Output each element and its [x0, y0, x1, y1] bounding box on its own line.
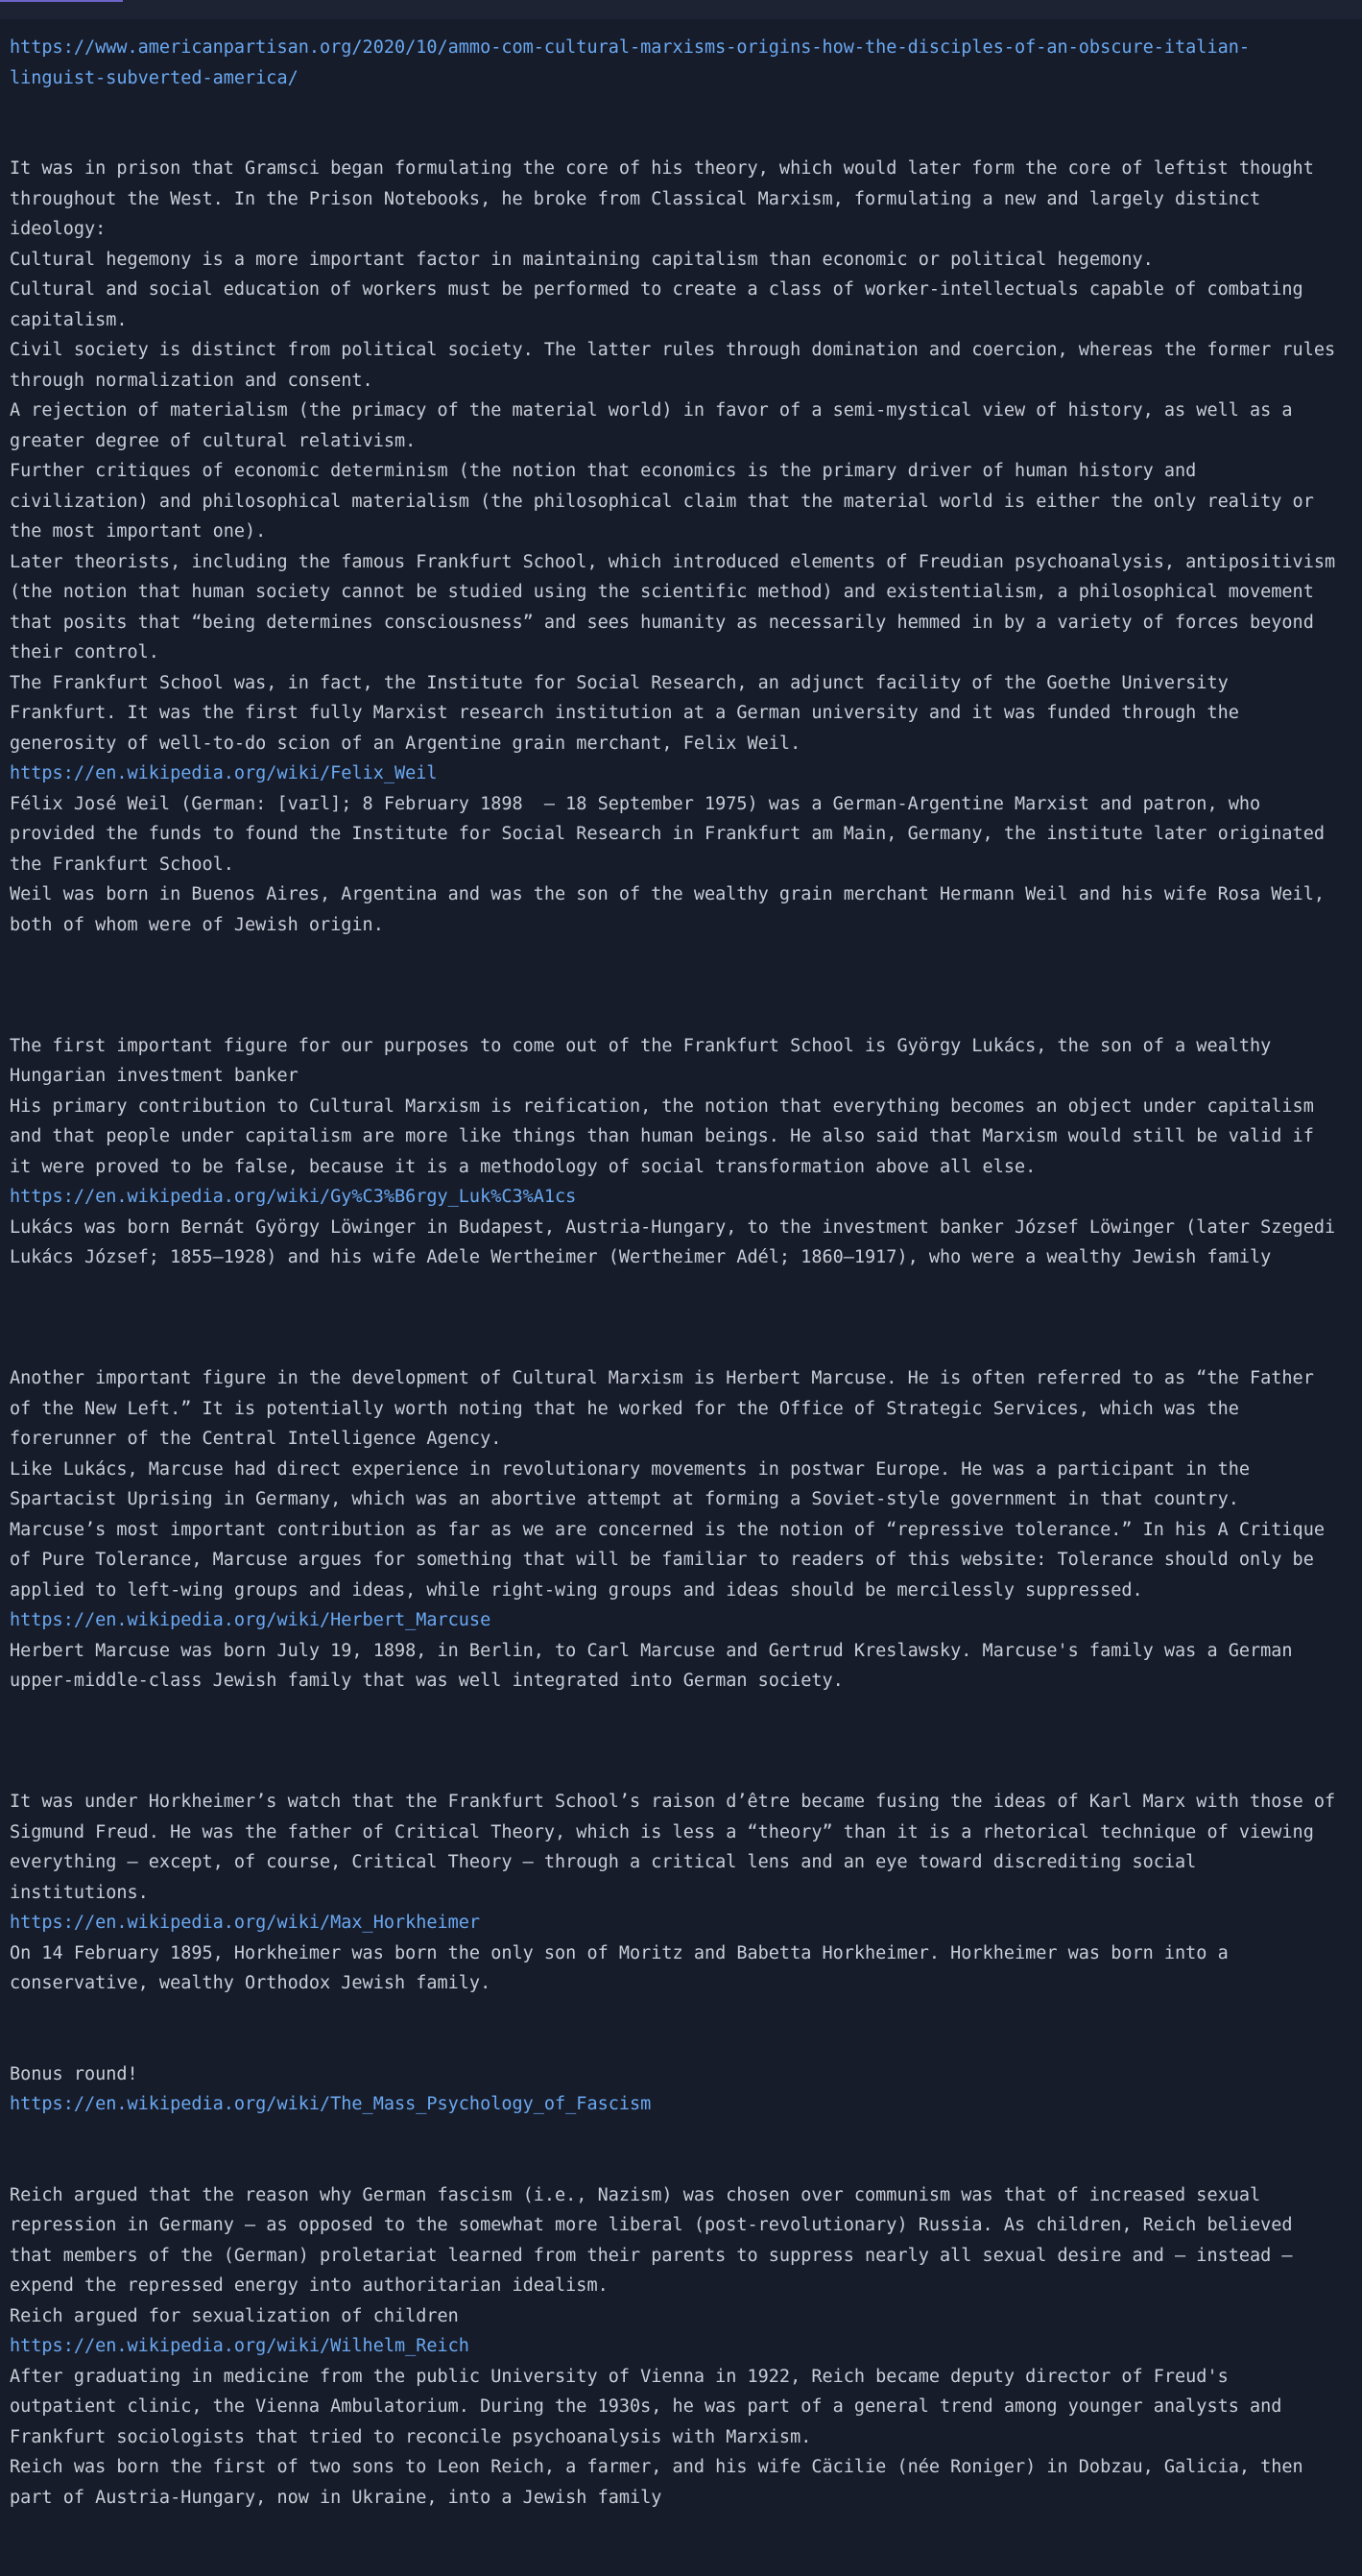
blank-line	[10, 1726, 1344, 1757]
paragraph: Bonus round!	[10, 2063, 138, 2084]
hyperlink[interactable]: https://www.americanpartisan.org/2020/10/ammo-com-cultural-marxisms-origins-how-the-disciples-of-an-obscure-italian-linguist-subverted-america/	[10, 37, 1251, 88]
paragraph: Reich was born the first of two sons to Leon Reich, a farmer, and his wife Cäcilie (née Roniger) in Dobzau, Galicia, then part of Austria-Hungary, now in Ukraine, into a Jewish family	[10, 2457, 1314, 2508]
blank-line	[10, 1757, 1344, 1788]
blank-line	[10, 93, 1344, 124]
blank-line	[10, 1999, 1344, 2030]
paragraph: The Frankfurt School was, in fact, the Institute for Social Research, an adjunct facility of the Goethe University Frankfurt. It was the first fully Marxist research institution at a German university and it was funded through the generosity of well-to-do scion of an Argentine grain merchant, Felix Weil.	[10, 672, 1251, 754]
paragraph: Lukács was born Bernát György Löwinger in Budapest, Austria-Hungary, to the investment banker József Löwinger (later Szegedi Lukács József; 1855–1928) and his wife Adele Wertheimer (Wertheimer Adél; 1860–1917), who were a wealthy Jewish family	[10, 1216, 1347, 1267]
paragraph: It was under Horkheimer’s watch that the Frankfurt School’s raison d’être became fusing the ideas of Karl Marx with those of Sigmund Freud. He was the father of Critical Theory, which is less a “theory” than it is a rhetorical technique of viewing everything – except, of course, Critical Theory – through a critical lens and an eye toward discrediting social institutions.	[10, 1792, 1347, 1903]
paragraph: Like Lukács, Marcuse had direct experience in revolutionary movements in postwar Europe. He was a participant in the Spartacist Uprising in Germany, which was an abortive attempt at forming a Soviet-style government in that country.	[10, 1458, 1261, 1509]
blank-line	[10, 2150, 1344, 2180]
link-line	[10, 1908, 1344, 1938]
blank-line	[10, 2120, 1344, 2151]
paragraph: Another important figure in the development of Cultural Marxism is Herbert Marcuse. He is often referred to as “the Father of the New Left.” It is potentially worth noting that he worked for the Office of Strategic Services, which was the forerunner of the Central Intelligence Agency.	[10, 1368, 1325, 1449]
paragraph: Cultural hegemony is a more important factor in maintaining capitalism than economic or political hegemony.	[10, 249, 1154, 270]
paragraph: Reich argued that the reason why German fascism (i.e., Nazism) was chosen over communism was that of increased sexual repression in Germany – as opposed to the somewhat more liberal (post-revolutionary) Russia. As children, Reich believed that members of the (German) proletariat learned from their parents to suppress nearly all sexual desire and – instead – expend the repressed energy into authoritarian idealism.	[10, 2184, 1303, 2296]
link-line	[10, 1182, 1344, 1213]
paragraph: A rejection of materialism (the primacy of the material world) in favor of a semi-mystical view of history, as well as a greater degree of cultural relativism.	[10, 400, 1303, 451]
hyperlink[interactable]: https://en.wikipedia.org/wiki/Max_Horkheimer	[10, 1913, 481, 1933]
paragraph: Further critiques of economic determinism (the notion that economics is the primary driver of human history and civilization) and philosophical materialism (the philosophical claim that the material world is either the only reality or the most important one).	[10, 461, 1325, 542]
hyperlink[interactable]: https://en.wikipedia.org/wiki/Wilhelm_Reich	[10, 2336, 469, 2356]
paragraph: Herbert Marcuse was born July 19, 1898, in Berlin, to Carl Marcuse and Gertrud Kreslawsky. Marcuse's family was a German upper-middle-class Jewish family that was well integrated into German society.	[10, 1640, 1303, 1691]
paragraph: His primary contribution to Cultural Marxism is reification, the notion that everything becomes an object under capitalism and that people under capitalism are more like things than human beings. He also said that Marxism would still be valid if it were proved to be false, because it is a methodology of social transformation above all else.	[10, 1095, 1325, 1177]
link-line	[10, 33, 1344, 93]
paragraph: Later theorists, including the famous Frankfurt School, which introduced elements of Freudian psychoanalysis, antipositivism (the notion that human society cannot be studied using the scientific method) and existentialism, a philosophical movement that posits that “being determines consciousness” and sees humanity as necessarily hemmed in by a variety of forces beyond their control.	[10, 551, 1347, 662]
hyperlink[interactable]: https://en.wikipedia.org/wiki/Felix_Weil	[10, 763, 438, 783]
paragraph: Marcuse’s most important contribution as far as we are concerned is the notion of “repressive tolerance.” In his A Critique of Pure Tolerance, Marcuse argues for something that will be familiar to readers of this website: Tolerance should only be applied to left-wing groups and ideas, while right-wing groups and ideas should be mercilessly suppressed.	[10, 1519, 1336, 1601]
paragraph: After graduating in medicine from the public University of Vienna in 1922, Reich became deputy director of Freud's outpatient clinic, the Vienna Ambulatorium. During the 1930s, he was part of a general trend among younger analysts and Frankfurt sociologists that tried to reconcile psychoanalysis with Marxism.	[10, 2366, 1293, 2447]
paragraph: On 14 February 1895, Horkheimer was born the only son of Moritz and Babetta Horkheimer. Horkheimer was born into a conservative, wealthy Orthodox Jewish family.	[10, 1942, 1239, 1993]
blank-line	[10, 1303, 1344, 1334]
paragraph: Weil was born in Buenos Aires, Argentina and was the son of the wealthy grain merchant Hermann Weil and his wife Rosa Weil, both of whom were of Jewish origin.	[10, 884, 1336, 935]
paragraph: The first important figure for our purposes to come out of the Frankfurt School is György Lukács, the son of a wealthy Hungarian investment banker	[10, 1035, 1282, 1086]
blank-line	[10, 1334, 1344, 1364]
blank-line	[10, 1697, 1344, 1727]
link-line	[10, 758, 1344, 789]
blank-line	[10, 940, 1344, 971]
top-bar	[0, 0, 1362, 19]
paragraph: It was in prison that Gramsci began formulating the core of his theory, which would later form the core of leftist thought throughout the West. In the Prison Notebooks, he broke from Classical Marxism, formulating a new and largely distinct ideology:	[10, 158, 1325, 239]
blank-line	[10, 1273, 1344, 1304]
blank-line	[10, 2029, 1344, 2059]
link-line	[10, 2089, 1344, 2120]
link-line	[10, 2331, 1344, 2362]
paragraph: Félix José Weil (German: [vaɪl]; 8 February 1898 – 18 September 1975) was a German-Argentine Marxist and patron, who provided the funds to found the Institute for Social Research in Frankfurt am Main, Germany, the institute later originated the Frankfurt School.	[10, 793, 1336, 875]
document-body	[10, 33, 1347, 2513]
hyperlink[interactable]: https://en.wikipedia.org/wiki/Gy%C3%B6rgy_Luk%C3%A1cs	[10, 1187, 577, 1207]
paragraph: Reich argued for sexualization of children	[10, 2305, 459, 2326]
blank-line	[10, 971, 1344, 1001]
paragraph: Cultural and social education of workers must be performed to create a class of worker-intellectuals capable of combating capitalism.	[10, 279, 1314, 330]
active-tab-indicator	[0, 0, 123, 2]
paragraph: Civil society is distinct from political society. The latter rules through domination and coercion, whereas the former rules through normalization and consent.	[10, 340, 1347, 391]
link-line	[10, 1605, 1344, 1636]
blank-line	[10, 1000, 1344, 1031]
hyperlink[interactable]: https://en.wikipedia.org/wiki/The_Mass_Psychology_of_Fascism	[10, 2094, 652, 2114]
hyperlink[interactable]: https://en.wikipedia.org/wiki/Herbert_Marcuse	[10, 1610, 491, 1630]
blank-line	[10, 124, 1344, 155]
